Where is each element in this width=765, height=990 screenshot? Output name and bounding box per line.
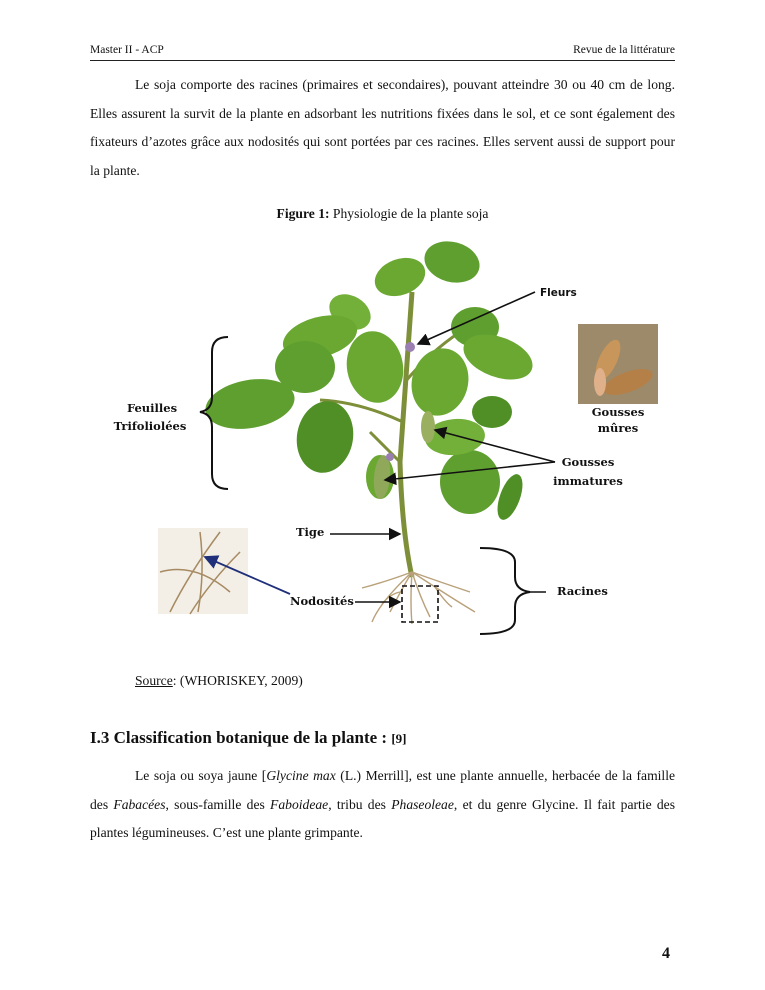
label-gousses-mures-2: mûres — [597, 421, 639, 435]
paragraph-roots-text: Le soja comporte des racines (primaires et secondaires), pouvant atteindre 30 ou 40 cm de long. Elles assurent la survit de la plante en adsorbant les nutritions fixées dans le sol, et ce sont également des fixateurs d’azotes grâce aux nodosités qui sont portées par ces racines. Elles servent aussi de support pour la plante. — [90, 77, 675, 178]
flower — [405, 342, 415, 352]
nodule-zoom-image — [158, 528, 248, 614]
label-gousses-imm-1: Gousses — [561, 455, 615, 469]
soybean-plant-illustration — [100, 232, 680, 652]
paragraph-classification — [90, 762, 675, 848]
immature-pod — [421, 411, 435, 443]
label-nodosites: Nodosités — [290, 594, 354, 608]
label-gousses-imm-2: immatures — [553, 474, 623, 488]
leaves-group — [202, 235, 539, 523]
page-header — [90, 44, 675, 61]
figure-caption-text: Physiologie de la plante soja — [329, 206, 489, 221]
section-heading — [90, 728, 406, 748]
p2-part4: , tribu des — [328, 796, 392, 812]
section-title: I.3 Classification botanique de la plante : — [90, 728, 392, 747]
racines-brace — [480, 548, 530, 634]
source-label: Source — [135, 673, 173, 688]
p2-glycine: Glycine max — [266, 768, 336, 783]
p2-faboideae: Faboideae — [270, 796, 329, 812]
flower — [386, 453, 394, 461]
p2-part3: , sous-famille des — [165, 796, 271, 812]
figure-source — [135, 673, 303, 689]
p2-part2: (L.) Merrill], est une plante annuelle, herbacée de la famille des — [90, 768, 676, 812]
label-racines: Racines — [557, 584, 608, 598]
p2-phaseoleae: Phaseoleae — [391, 796, 454, 812]
label-tige: Tige — [296, 525, 325, 539]
label-gousses-mures-1: Gousses — [591, 405, 645, 419]
header-right: Revue de la littérature — [573, 44, 675, 56]
p2-part5: , et du genre Glycine. Il fait partie des plantes légumineuses. C’est une plante grimpante. — [90, 796, 675, 840]
label-feuilles-1: Feuilles — [126, 401, 178, 415]
soybean-figure — [100, 232, 680, 652]
paragraph-roots — [90, 71, 675, 185]
roots-group — [362, 572, 475, 624]
page-number: 4 — [662, 945, 670, 962]
label-fleurs: Fleurs — [540, 287, 577, 299]
source-text: : (WHORISKEY, 2009) — [172, 673, 303, 688]
p2-fabacees: Fabacées — [113, 796, 166, 812]
section-ref: [9] — [391, 731, 407, 746]
nodule-highlight-box — [402, 586, 438, 622]
header-left: Master II - ACP — [90, 44, 164, 56]
label-feuilles-2: Trifoliolées — [113, 419, 187, 433]
figure-caption — [0, 206, 765, 222]
figure-caption-label: Figure 1: — [276, 206, 330, 221]
p2-part1: Le soja ou soya jaune [ — [135, 768, 267, 783]
